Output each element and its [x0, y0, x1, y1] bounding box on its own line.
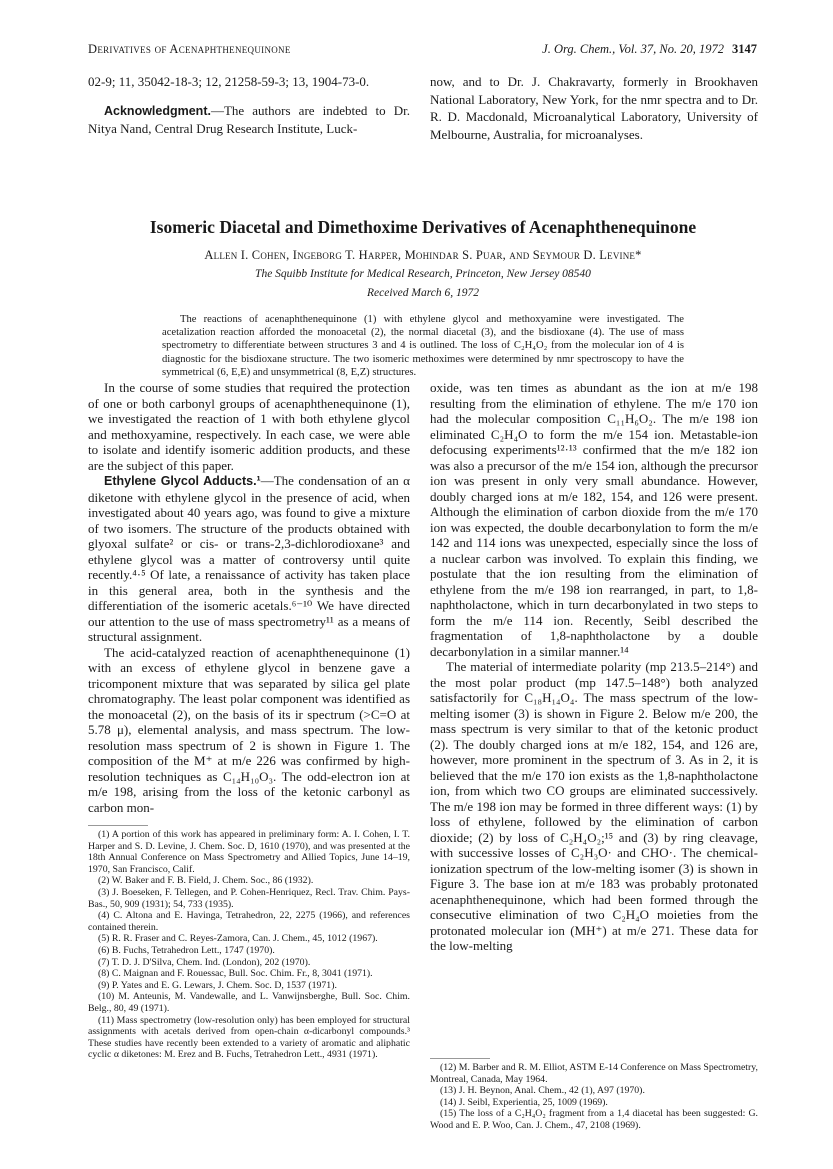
prev-article-end-right [430, 73, 758, 143]
paragraph: The material of intermediate polarity (mp 213.5–214°) and the most polar product (mp 147.5–148°) both analyzed satisfactorily for C₁₈H₁₄O₄. The mass spectrum of the low-melting isomer (3) is shown in Figure 2. Below m/e 200, the mass spectrum is very similar to that of the ketonic product (2). The doubly charged ions at m/e 182, 154, and 126 are, however, more prominent in the spectrum of 3. As in 2, it is believed that the m/e 170 ion exists as the 1,8-naphtholactone ion, from which two CO groups are eliminated successively. The m/e 198 ion may be formed in three different ways: (1) by loss of ethylene, followed by the elimination of carbon dioxide; (2) by loss of C₂H₄O₂;¹⁵ and (3) by ring cleavage, with successive losses of C₂H₃O· and CHO·. The chemical-ionization spectrum of the low-melting isomer (3) is shown in Figure 3. The base ion at m/e 183 was probably protonated acenaphthenequinone, which had been formed through the consecutive elimination of two C₂H₄O moieties from the protonated molecular ion (MH⁺) at m/e 271. These data for the low-melting [430, 659, 758, 953]
footnote: (8) C. Maignan and F. Rouessac, Bull. Soc. Chim. Fr., 8, 3041 (1971). [98, 968, 373, 980]
acknowledgment [88, 102, 410, 138]
body-column-left [88, 380, 410, 815]
paragraph-ethylene-glycol [88, 473, 410, 645]
section-heading: Ethylene Glycol Adducts.¹ [104, 474, 261, 488]
received-date: Received March 6, 1972 [367, 287, 479, 299]
footnote: (5) R. R. Fraser and C. Reyes-Zamora, Can. J. Chem., 45, 1012 (1967). [98, 933, 378, 945]
running-head-left: Derivatives of Acenaphthenequinone [88, 42, 291, 56]
abstract-text: The reactions of acenaphthenequinone (1) with ethylene glycol and methoxyamine were investigated. The acetalization reaction afforded the monoacetal (2), the normal diacetal (3), and the bisdioxane (4). The use of mass spectrometry to differentiate between structures 3 and 4 is outlined. The loss of C₂H₄O₂ from the molecular ion of 4 is diagnostic for the bisdioxane structure. The two isomeric methoximes were determined by nmr spectroscopy to have the symmetrical (6, E,E) and unsymmetrical (8, E,Z) structures. [162, 314, 684, 378]
paragraph: The acid-catalyzed reaction of acenaphthenequinone (1) with an excess of ethylene glycol in benzene gave a tricomponent mixture that was separated by silica gel plate chromatography. The least polar component was identified as the monoacetal (2), on the basis of its ir spectrum (>C=O at 5.78 μ), elemental analysis, and mass spectrum. The low-resolution mass spectrum of 2 is shown in Figure 1. The composition of the M⁺ at m/e 226 was confirmed by high-resolution techniques as C₁₄H₁₀O₃. The odd-electron ion at m/e 198, arising from the loss of the ketonic carbonyl as carbon mon- [88, 644, 410, 815]
paragraph: oxide, was ten times as abundant as the ion at m/e 198 resulting from the elimination of ethylene. The m/e 170 ion had the molecular composition C₁₁H₆O₂. The m/e 198 ion eliminated C₂H₄O to form the m/e 154 ion. Metastable-ion defocusing experiments¹²·¹³ confirmed that the m/e 182 ion was also a precursor of the m/e 154 ion, although the precursor ion was present in only very small abundance. However, doubly charged ions at m/e 182, 154, and 126 were present. Although the elimination of carbon dioxide from the m/e 170 ion was expected, the double decarbonylation to form the m/e 142 and 114 ions was unexpected, especially since the loss of a nuclear carbon was involved. To explain this finding, we postulate that the ion resulting from the elimination of ethylene from the m/e 198 ion rearranged, in part, to 1,8-naphtholactone, which in turn decarbonylated in two steps to form the m/e 114 ion. Recently, Seibl described the fragmentation of 1,8-naphtholactone by a double decarbonylation in a similar manner.¹⁴ [430, 380, 758, 659]
acknowledgment-heading: Acknowledgment. [104, 103, 211, 118]
footnote: (1) A portion of this work has appeared in preliminary form: A. I. Cohen, I. T. Harper and S. D. Levine, J. Chem. Soc. D, 1610 (1970), and was presented at the 18th Annual Conference on Mass Spectrometry and Allied Topics, June 14–19, 1970, San Francisco, Calif. [88, 829, 410, 875]
acknowledgment-text: —The authors are indebted to Dr. Nitya Nand, Central Drug Research Institute, Luck- [88, 102, 410, 136]
article-affiliation: The Squibb Institute for Medical Research, Princeton, New Jersey 08540 [255, 268, 591, 280]
footnote: (2) W. Baker and F. B. Field, J. Chem. Soc., 86 (1932). [98, 875, 314, 887]
footnote: (3) J. Boeseken, F. Tellegen, and P. Cohen-Henriquez, Recl. Trav. Chim. Pays-Bas., 50, 909 (1931); 54, 733 (1935). [88, 886, 410, 910]
footnotes-right [430, 1062, 758, 1132]
footnote: (9) P. Yates and E. G. Lewars, J. Chem. Soc. D, 1537 (1971). [98, 979, 337, 991]
footnotes-left [88, 829, 410, 1061]
footnote-rule [430, 1058, 490, 1059]
footnote: (10) M. Anteunis, M. Vandewalle, and L. Vanwijnsberghe, Bull. Soc. Chim. Belg., 80, 49 (1971). [88, 991, 410, 1014]
paragraph-text: —The condensation of an α diketone with ethylene glycol in the presence of acid, when investigated about 40 years ago, was found to give a mixture of two isomers. The structure of the products obtained with glyoxal sulfate² or cis- or trans-2,3-dichlorodioxane³ and ethylene glycol was a matter of controversy until quite recently.⁴·⁵ Of late, a renaissance of activity has taken place in this general area, both in the synthesis and the differentiation of the isomeric acetals.⁶⁻¹⁰ We have directed our attention to the use of mass spectrometry¹¹ as a means of structural assignment. [88, 473, 410, 644]
prev-article-end-left [88, 73, 410, 138]
footnote: (12) M. Barber and R. M. Elliot, ASTM E-14 Conference on Mass Spectrometry, Montreal, Canada, May 1964. [430, 1062, 758, 1085]
footnote-rule [88, 825, 148, 826]
paragraph: In the course of some studies that required the protection of one or both carbonyl groups of acenaphthenequinone (1), we investigated the reaction of 1 with both ethylene glycol and methoxyamine, respectively. In each case, we were able to isolate and identify isomeric addition products, and these are the subject of this paper. [88, 380, 410, 473]
footnote: (6) B. Fuchs, Tetrahedron Lett., 1747 (1970). [98, 944, 275, 956]
acknowledgment-continued: now, and to Dr. J. Chakravarty, formerly in Brookhaven National Laboratory, New York, for the nmr spectra and to Dr. R. D. Macdonald, Microanalytical Laboratory, University of Melbourne, Australia, for microanalyses. [430, 74, 758, 142]
footnote: (4) C. Altona and E. Havinga, Tetrahedron, 22, 2275 (1966), and references contained therein. [88, 910, 410, 933]
running-head-right [542, 42, 757, 57]
footnote: (14) J. Seibl, Experientia, 25, 1009 (1969). [440, 1096, 608, 1108]
body-column-right [430, 380, 758, 954]
footnote: (13) J. H. Beynon, Anal. Chem., 42 (1), A97 (1970). [440, 1085, 645, 1097]
article-title: Isomeric Diacetal and Dimethoxime Derivatives of Acenaphthenequinone [149, 217, 697, 237]
running-head [88, 42, 757, 62]
abstract [162, 313, 684, 379]
registry-numbers: 02-9; 11, 35042-18-3; 12, 21258-59-3; 13, 1904-73-0. [88, 74, 370, 89]
page-number: 3147 [732, 42, 757, 56]
article-authors: Allen I. Cohen, Ingeborg T. Harper, Mohindar S. Puar, and Seymour D. Levine* [204, 248, 642, 262]
footnote: (11) Mass spectrometry (low-resolution only) has been employed for structural assignments with acetals derived from open-chain α-dicarbonyl compounds.³ These studies have recently been extended to a variety of aromatic and aliphatic cyclic α diketones: M. Erez and B. Fuchs, Tetrahedron Lett., 4931 (1971). [88, 1014, 410, 1061]
footnote: (15) The loss of a C₂H₄O₂ fragment from a 1,4 diacetal has been suggested: G. Wood and E. P. Woo, Can. J. Chem., 47, 2108 (1969). [430, 1108, 758, 1131]
footnote: (7) T. D. J. D'Silva, Chem. Ind. (London), 202 (1970). [98, 956, 311, 968]
journal-citation: J. Org. Chem., Vol. 37, No. 20, 1972 [542, 42, 724, 56]
